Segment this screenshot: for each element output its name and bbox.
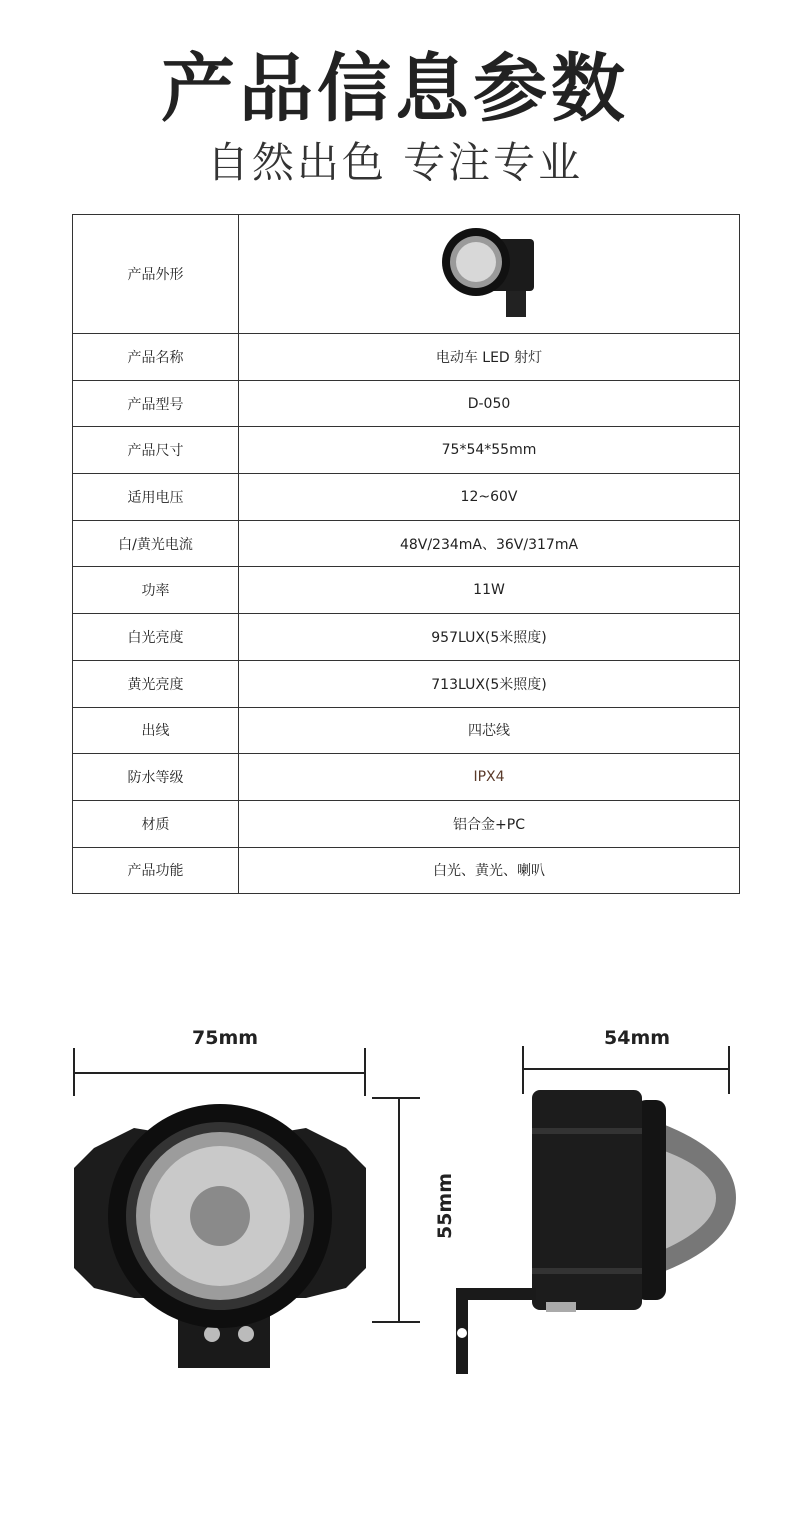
table-row	[73, 660, 740, 707]
table-row	[73, 474, 740, 521]
spec-value: 铝合金+PC	[239, 800, 740, 847]
spec-value: 48V/234mA、36V/317mA	[239, 520, 740, 567]
width-dimension-line	[73, 1072, 365, 1074]
spec-table	[72, 214, 740, 894]
depth-dimension-label: 54mm	[604, 1027, 671, 1049]
table-row	[73, 800, 740, 847]
spec-value: 12~60V	[239, 474, 740, 521]
spec-key: 白/黄光电流	[73, 520, 239, 567]
spec-key: 防水等级	[73, 754, 239, 801]
table-row	[73, 847, 740, 894]
width-dimension-label: 75mm	[192, 1027, 259, 1049]
spec-value: 白光、黄光、喇叭	[239, 847, 740, 894]
table-row	[73, 567, 740, 614]
dimension-tick	[522, 1046, 524, 1094]
spec-key: 功率	[73, 567, 239, 614]
table-row	[73, 427, 740, 474]
dimension-tick	[372, 1097, 420, 1099]
spec-key: 适用电压	[73, 474, 239, 521]
depth-dimension-line	[523, 1068, 729, 1070]
page-title: 产品信息参数	[161, 46, 629, 132]
spec-value: 四芯线	[239, 707, 740, 754]
table-row	[73, 614, 740, 661]
spec-key: 黄光亮度	[73, 660, 239, 707]
lamp-front-view-icon	[74, 1098, 366, 1370]
table-row	[73, 334, 740, 381]
lamp-thumbnail-icon	[434, 217, 544, 327]
table-row	[73, 380, 740, 427]
spec-key: 产品名称	[73, 334, 239, 381]
spec-key: 出线	[73, 707, 239, 754]
spec-key: 产品外形	[73, 215, 239, 334]
spec-key: 产品功能	[73, 847, 239, 894]
spec-value: 11W	[239, 567, 740, 614]
spec-key: 产品尺寸	[73, 427, 239, 474]
spec-value: 957LUX(5米照度)	[239, 614, 740, 661]
table-row	[73, 707, 740, 754]
lamp-side-view-icon	[446, 1088, 746, 1378]
dimension-tick	[372, 1321, 420, 1323]
dimension-tick	[728, 1046, 730, 1094]
table-row	[73, 520, 740, 567]
dimension-tick	[364, 1048, 366, 1096]
spec-value: IPX4	[239, 754, 740, 801]
spec-value: D-050	[239, 380, 740, 427]
spec-value: 电动车 LED 射灯	[239, 334, 740, 381]
spec-value: 713LUX(5米照度)	[239, 660, 740, 707]
height-dimension-label: 55mm	[434, 1172, 457, 1240]
product-thumbnail	[239, 215, 740, 334]
height-dimension-line	[398, 1097, 400, 1322]
spec-key: 材质	[73, 800, 239, 847]
dimension-tick	[73, 1048, 75, 1096]
spec-key: 白光亮度	[73, 614, 239, 661]
page-subtitle: 自然出色 专注专业	[206, 138, 584, 187]
spec-value: 75*54*55mm	[239, 427, 740, 474]
table-row	[73, 754, 740, 801]
table-row	[73, 215, 740, 334]
spec-key: 产品型号	[73, 380, 239, 427]
